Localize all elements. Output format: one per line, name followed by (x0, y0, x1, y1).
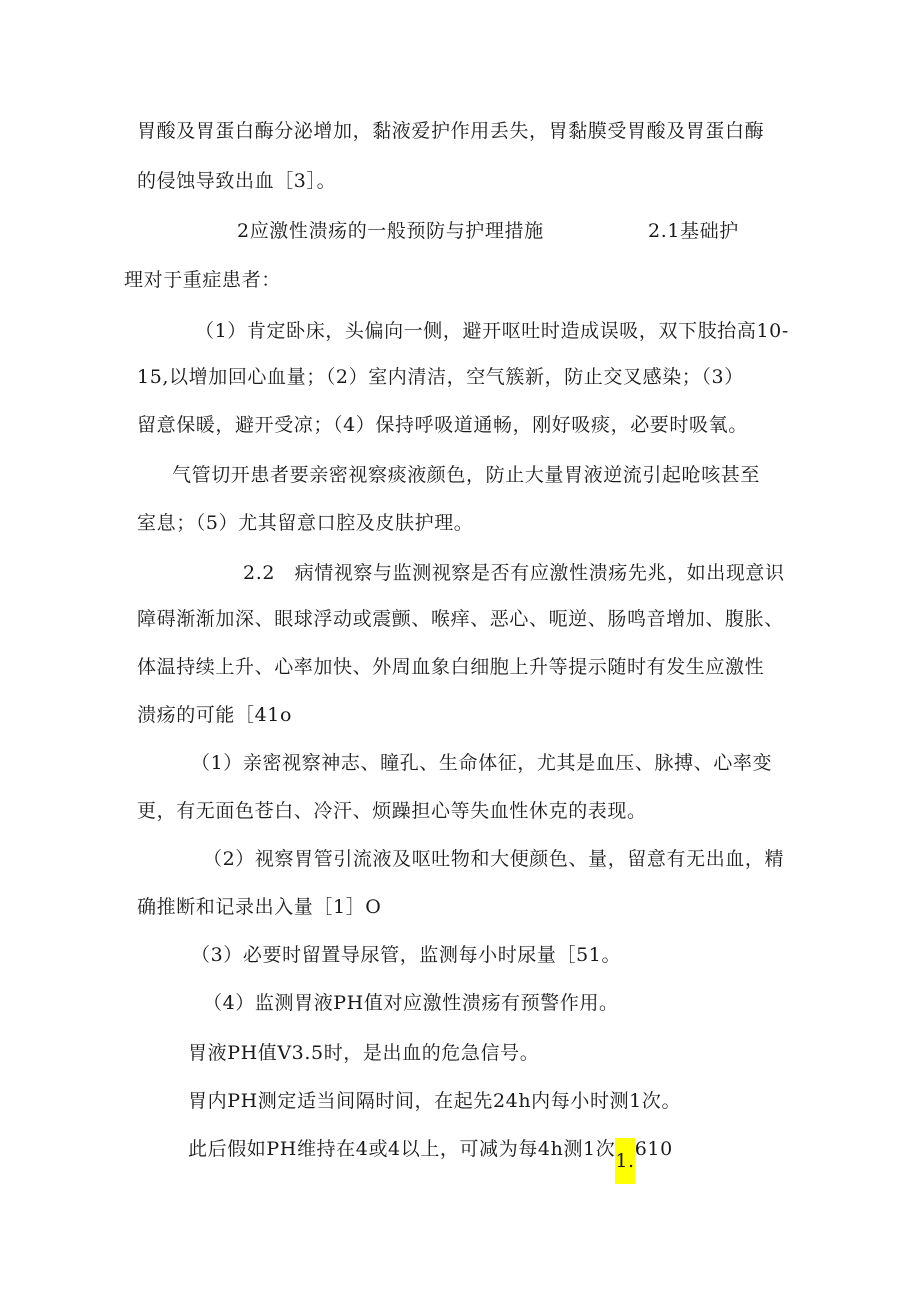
paragraph-line: 室息；（5）尤其留意口腔及皮肤护理。 (137, 512, 474, 534)
paragraph-line (188, 1136, 673, 1184)
paragraph-line: （3）必要时留置导尿管，监测每小时尿量［51。 (191, 944, 622, 966)
paragraph-line: 理对于重症患者： (124, 269, 281, 291)
paragraph-line: （1）肯定卧床，头偏向一侧，避开呕吐时造成误吸，双下肢抬高10- (195, 320, 789, 342)
paragraph-line: （1）亲密视察神志、瞳孔、生命体征，尤其是血压、脉搏、心率变 (191, 752, 773, 774)
paragraph-line: （2）视察胃管引流液及呕吐物和大便颜色、量，留意有无出血，精 (203, 848, 785, 870)
paragraph-line: 溃疡的可能［41o (137, 704, 293, 726)
paragraph-line: 更，有无面色苍白、冷汗、烦躁担心等失血性休克的表现。 (137, 800, 647, 822)
paragraph-line: 留意保暖，避开受凉；（4）保持呼吸道通畅，刚好吸痰，必要时吸氧。 (137, 414, 748, 436)
paragraph-line: 胃酸及胃蛋白酶分泌增加，黏液爱护作用丢失，胃黏膜受胃酸及胃蛋白酶 (137, 120, 765, 142)
tail-text: 610 (634, 1138, 673, 1160)
paragraph-line: 确推断和记录出入量［1］O (137, 896, 382, 918)
highlighted-text: 1. (615, 1138, 634, 1184)
paragraph-line: 气管切开患者要亲密视察痰液颜色，防止大量胃液逆流引起呛咳甚至 (172, 464, 761, 486)
paragraph-line: 障碍渐渐加深、眼球浮动或震颤、喉痒、恶心、呃逆、肠鸣音增加、腹胀、 (137, 608, 784, 630)
paragraph-line: 胃液PH值V3.5时，是出血的危急信号。 (188, 1042, 540, 1064)
section-heading: 2应激性溃疡的一般预防与护理措施 (237, 220, 544, 242)
paragraph-line: （4）监测胃液PH值对应激性溃疡有预警作用。 (203, 992, 619, 1014)
paragraph-line: 体温持续上升、心率加快、外周血象白细胞上升等提示随时有发生应激性 (137, 656, 765, 678)
paragraph-line: 胃内PH测定适当间隔时间，在起先24h内每小时测1次。 (188, 1090, 682, 1112)
line-text: 此后假如PH维持在4或4以上，可减为每4h测1次 (188, 1138, 616, 1160)
paragraph-line: 15,以增加回心血量；（2）室内清洁，空气簇新，防止交叉感染；（3） (137, 366, 744, 388)
subsection-heading: 2.2 病情视察与监测视察是否有应激性溃疡先兆，如出现意识 (243, 562, 785, 584)
subsection-heading: 2.1基础护 (648, 220, 739, 242)
paragraph-line: 的侵蚀导致出血［3］。 (137, 170, 337, 192)
